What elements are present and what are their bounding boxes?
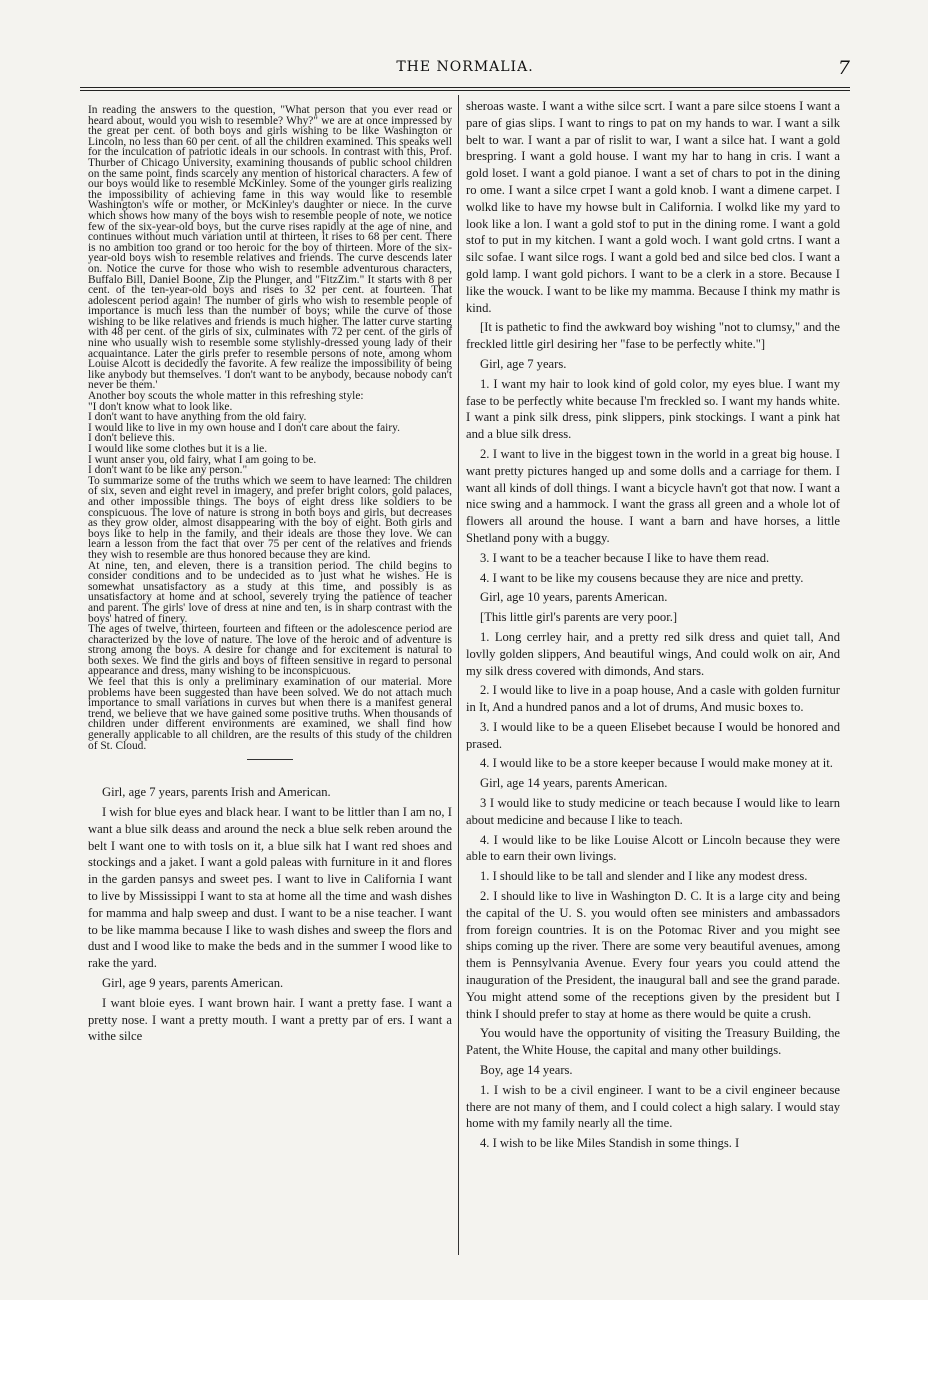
page-header — [80, 57, 850, 81]
answer-paragraph: 2. I would like to live in a poap house, And a casle with golden furnitur in It, And a hundred panos and a lot of drums, And music boxes to. — [466, 683, 840, 715]
answers-block — [88, 784, 452, 1045]
answer-paragraph: 4. I want to be like my cousens because they are nice and pretty. — [480, 570, 804, 585]
running-title: THE NORMALIA. — [396, 59, 534, 75]
essay-text: In reading the answers to the question, "What person that you ever read or heard about, would you wish to resemble? Why?" we are at once impressed by the great per cent. of both boys and girls wishing to be like Washington or Lincoln, no less than 60 per cent. of all the children examined. This speaks well for the inculcation of patriotic ideals in our schools. In contrast with this, Prof. Thurber of Chicago University, examining thousands of public school children on the same point, finds scarcely any mention of historical characters. A few of our boys would like to resemble McKinley. Some of the younger girls realizing the impossibility of achieving fame in this way would like to resemble Washington's wife or mother, or McKinley's daughter or niece. In the curve which shows how many of the boys wish to resemble people of note, we notice few of the six-year-old boys, but the curve rises rapidly at the age of nine, and continues without much variation until at thirteen, it rises to 68 per cent. There is no ambition too grand or too heroic for the boy of thirteen. More of the six-year-old boys wish to resemble relatives and friends. The curve descends later on. Notice the curve for those who wish to resemble adventurous characters, Buffalo Bill, Daniel Boone, Zip the Plunger, and "FitzZim." It starts with 8 per cent. of the ten-year-old boys and rises to 32 per cent. at fourteen. That adolescent period again! The number of girls who wish to resemble people of importance is much less than the number of boys; while the curve of those wishing to be like relatives and friends is much higher. The latter curve starting with 48 per cent. of the girls of six, culminates with 72 per cent. of the girls of nine who usually wish to resemble some stylishly-dressed young lady of their acquaintance. Later the girls prefer to resemble persons of note, among whom Louise Alcott is decidedly the favorite. A few realize the impossibility of being like anybody but themselves. 'I don't want to be anybody, because nobody can't never be them.' Another boy scouts the whole matter in this refreshing style: "I don't know what to look like. I don't want to have anything from the old fairy. I would like to live in my own house and I don't care about the fairy. I don't believe this. I would like some clothes but it is a lie. I wunt anser you, old fairy, what I am going to be. I don't want to be like any person." To summarize some of the truths which we seem to have learned: The children of six, seven and eight revel in imagery, and prefer bright colors, gold palaces, and other impossible things. The boys of eight dress like soldiers to be conspicuous. The love of nature is strong in both boys and girls, but decreases as they grow older, almost disappearing with the boy of eight. Both girls and boys like to help in the family, and their ideals are those they love. We can learn a lesson from the fact that over 75 per cent of the relatives and friends they wish to resemble are thus honored because they are kind. At nine, ten, and eleven, there is a transition period. The child begins to consider conditions and to be undecided as to just what he wishes. He is somewhat unsatisfactory as a study at this time, and possibly is as unsatisfactory at home and at school, severely trying the patience of teacher and parent. The girls' love of dress at nine and ten, is in sharp contrast with the boys' hatred of finery. The ages of twelve, thirteen, fourteen and fifteen or the adolescence period are characterized by the love of nature. The love of the heroic and of adventure is strong among the boys. A desire for change and for excitement is natural to both sexes. We find the girls and boys of fifteen sensitive in regard to personal appearance and dress, many wishing to be inconspicuous. We feel that this is only a preliminary examination of our material. More problems have been suggested than have been solved. We do not attach much importance to small variations in curves but when there is a manifest general trend, we believe that we have gained some positive truths. When thousands of children under different environments are examined, we shall find how generally applicable to all children, are the results of this study of the children of St. Cloud. — [88, 104, 452, 752]
answer-paragraph: 2. I want to live in the biggest town in the world in a great big house. I want pretty pictures hanged up and some dolls and a carriage for them. I want all kinds of doll things. I want a bicycle havn't got that now. I want a nice swing and a hammock. I want the grass all green and a whole lot of flowers all around the house. I want a barn and have horses, a little Shetland pony with a buggy. — [466, 446, 840, 545]
header-rule-thin — [80, 90, 850, 91]
answer-heading: Girl, age 9 years, parents American. — [102, 975, 284, 990]
answer-heading: Girl, age 7 years. — [480, 356, 567, 371]
section-separator — [247, 759, 293, 760]
answer-paragraph: 1. I should like to be tall and slender and I like any modest dress. — [480, 869, 808, 884]
answer-paragraph: 3. I would like to be a queen Elisebet because I would be honored and prased. — [466, 719, 840, 751]
right-column — [466, 98, 840, 1155]
answer-paragraph: 4. I would like to be a store keeper because I would make money at it. — [480, 756, 833, 771]
answer-heading: Girl, age 14 years, parents American. — [480, 776, 668, 791]
answer-paragraph: You would have the opportunity of visiting the Treasury Building, the Patent, the White House, the capital and many other buildings. — [466, 1026, 840, 1058]
column-divider — [458, 95, 459, 1255]
answer-paragraph: 4. I would like to be like Louise Alcott or Lincoln because they were able to earn their own livings. — [466, 832, 840, 864]
answer-paragraph: 3. I want to be a teacher because I like to have them read. — [480, 550, 770, 565]
left-column — [88, 105, 452, 1048]
header-rule — [80, 87, 850, 88]
answer-heading: Boy, age 14 years. — [480, 1063, 573, 1078]
page-number: 7 — [837, 57, 850, 79]
answer-paragraph: I want bloie eyes. I want brown hair. I want a pretty fase. I want a pretty nose. I want a pretty mouth. I want a pretty par of ers. I want a withe silce — [88, 995, 452, 1044]
answer-paragraph: 2. I should like to live in Washington D. C. It is a large city and being the capital of the U. S. you would often see ministers and ambassadors from foreign countries. It is on the Potomac River and you might see ships coming up the river. There are some very beautiful avenues, among them is Pennsylvania Avenue. Every four years you could attend the inauguration of the President, the inaugural ball and see the grand parade. You might attend some of the receptions given by the president but I think I should prefer to stay at home as there would be quite a crush. — [466, 889, 840, 1021]
answer-paragraph: 4. I wish to be like Miles Standish in some things. I — [480, 1136, 740, 1151]
answer-paragraph: 1. I want my hair to look kind of gold color, my eyes blue. I want my fase to be perfectly white because I'm freckled so. I want my hands white. I want a pink silk dress, pink slippers, pink stockings. I want a pink hat and a blue silk dress. — [466, 376, 840, 442]
answer-paragraph: 1. I wish to be a civil engineer. I want to be a civil engineer because there are not many of them, and I could colect a high salary. I would stay home with my family nearly all the time. — [466, 1082, 840, 1131]
editorial-note: [This little girl's parents are very poor.] — [480, 610, 678, 625]
answer-heading: Girl, age 10 years, parents American. — [480, 590, 668, 605]
answer-heading: Girl, age 7 years, parents Irish and American. — [102, 785, 331, 800]
editorial-note: [It is pathetic to find the awkward boy wishing "not to clumsy," and the freckled little girl desiring her "fase to be perfectly white."] — [466, 320, 840, 352]
answer-paragraph: 3 I would like to study medicine or teach because I would like to learn about medicine and because I like to teach. — [466, 796, 840, 827]
answer-paragraph: 1. Long cerrley hair, and a pretty red silk dress and quiet tall, And lovlly golden slippers, And beautiful wings, And could wolk on air, And my silk dress covered with dimonds, And stars. — [466, 629, 840, 678]
answer-paragraph: I wish for blue eyes and black hear. I want to be littler than I am no, I want a blue silk deass and around the neck a blue selk reben around the belt I want one to with tosls on it, a blue silk hat I want red shoes and stockings and a jaket. I want a gold paleas with furniture in it and flores in the garden pansys and sweet pes. I want to live in California I want to live by Mississippi I want to sta at home all the time and wash dishes for mamma and halp sweep and dust. I want to be a nise teacher. I want to be like mamma because I like to wash dishes and sweep the flors and dust and I wood like to make the beds and in the summer I wood like to rake the yard. — [88, 805, 452, 971]
answer-paragraph: sheroas waste. I want a withe silce scrt. I want a pare silce stoens I want a pare of gias slips. I want to rings to pat on my hands to war. I want a silk belt to war. I want a par of rislit to war, I want a silce hat. I want a gold brespring. I want a gold house. I want my har to hang in cris. I want a gold loset. I want a gold pianoe. I want a set of chars to pot in the dining ro ome. I want a silce crpet I want a gold knob. I want a dimene carpet. I wolkd like to have my howse bult in California. I wolkd like my yard to look like a lon. I want a gold stof to put in the dining rome. I want a gold stof to put in my kitchen. I want a gold woch. I want gold crtns. I want a silc sofae. I want silce rogs. I want a gold bed and silce bed clos. I want a gold lamp. I want gold pichors. I want to be a clerk in a store. Because I like the wouck. I want to be like my mamma. Because I think my mathr is kind. — [466, 99, 840, 315]
